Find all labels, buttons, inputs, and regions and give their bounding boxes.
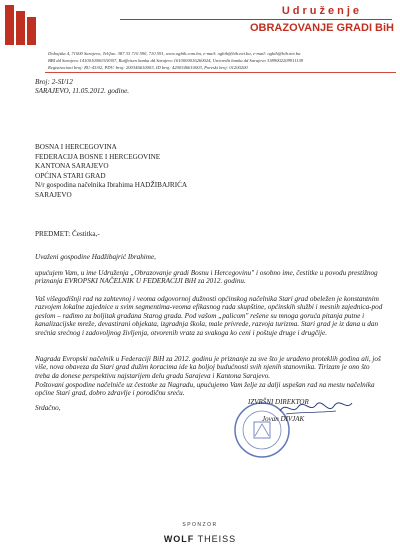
- recipient-line: N/r gospodina načelnika Ibrahima HADŽIBAJRIĆA: [35, 181, 188, 189]
- header-divider: [45, 72, 396, 73]
- signer-title: IZVRŠNI DIREKTOR: [248, 398, 309, 406]
- registration-line: Registracioni broj: RU-43/02, PDV: broj: 200346610003, ID broj: 4200346610003, Poreski broj: 01200200: [48, 65, 248, 70]
- org-name: OBRAZOVANJE GRADI BiH: [249, 22, 394, 34]
- sponsor-name-part: THEISS: [197, 534, 237, 544]
- sponsor-label: SPONZOR: [182, 522, 218, 528]
- paragraph-1: upućujem Vam, u ime Udruženja „Obrazovanje gradi Bosnu i Hercegovinu" i osobno ime, čestitke u povodu prestižnog priznanja EVROPSKI NAČELNIK U FEDERACIJI BiH za 2012. godinu.: [35, 269, 378, 286]
- contact-line: Dobojska 4, 71000 Sarajevo, Tel/fax: 387 33 710 590, 710 591, www.ogbih.com.ba, e-mail: ogbih@bih.net.ba, e-mail: ogbih@bih.net.ba: [48, 51, 301, 56]
- brand-underline: [120, 19, 392, 20]
- reference-number: Broj: 2-SI/12: [35, 78, 73, 86]
- paragraph-3: Nagrada Evropski načelnik u Federaciji BiH za 2012. godinu je priznanje za sve što je urađeno proteklih godina ali, još više, nova obaveza da Stari grad dužim koracima ide ka boljoj budućnosti svih njenih stanovnika. Tirizam je ono što treba da donese perspektivu najstarijem delu grada Sarajeva i Kantona Sarajevo.: [35, 355, 381, 380]
- paragraph-4: Poštovani gospodine načelniče uz čestotke za Nagradu, upućujemo Vam želje za dalji uspešan rad na mestu načelnika općine Stari grad, dobro zdravlje i porodičnu sreću.: [35, 381, 375, 398]
- brand-name: Udruženje: [281, 5, 362, 17]
- recipient-line: OPĆINA STARI GRAD: [35, 171, 106, 180]
- recipient-block: [35, 143, 385, 200]
- sponsor-logo: [0, 534, 400, 544]
- org-logo-icon: [3, 3, 37, 47]
- salutation: Uvaženi gospodine Hadžibajrić Ibrahime,: [35, 253, 156, 261]
- paragraph-2: Vaš višegodišnji rad na zahtevnoj i veoma odgovornoj dužnosti općinskog načelnika Stari grad obeležen je konstantnim razvojem lokalne zajednice u svim segmentima-veoma efikasnog rada skupštine, općinskih službi i mesnih zajednica-pod geslom – radimo za boljitak građana Starog grada. Pod vašom „palicom" rešene su mnoga goruća pitanja putne i kanalizacijske mreže, devastirani objekata, izgradnja škola, male privrede, razvoja turizma. Stari grad je iz dana u dan srećnia srećnog i zadovoljnog življenja, otvorenih vrata za svakoga ko ceni i poštuje druge i drugčije.: [35, 295, 383, 337]
- sponsor-name-part: WOLF: [163, 534, 195, 544]
- subject-line: PREDMET: Čestitka,-: [35, 230, 100, 238]
- signer-name: Jovan DIVJAK: [262, 415, 305, 423]
- place-date: SARAJEVO, 11.05.2012. godine.: [35, 87, 130, 95]
- recipient-line: BOSNA I HERCEGOVINA: [35, 143, 117, 151]
- bank-line: BBI dd Sarajevo 1410010000318307, Raiffeisen banka dd Sarajevo 1610000016260024, Unicredit banka dd Sarajevo 3389002209911138: [48, 58, 303, 63]
- recipient-line: SARAJEVO: [35, 190, 72, 199]
- recipient-line: FEDERACIJA BOSNE I HERCEGOVINE: [35, 152, 161, 161]
- recipient-line: KANTONA SARAJEVO: [35, 162, 109, 170]
- closing: Srdačno,: [35, 404, 61, 412]
